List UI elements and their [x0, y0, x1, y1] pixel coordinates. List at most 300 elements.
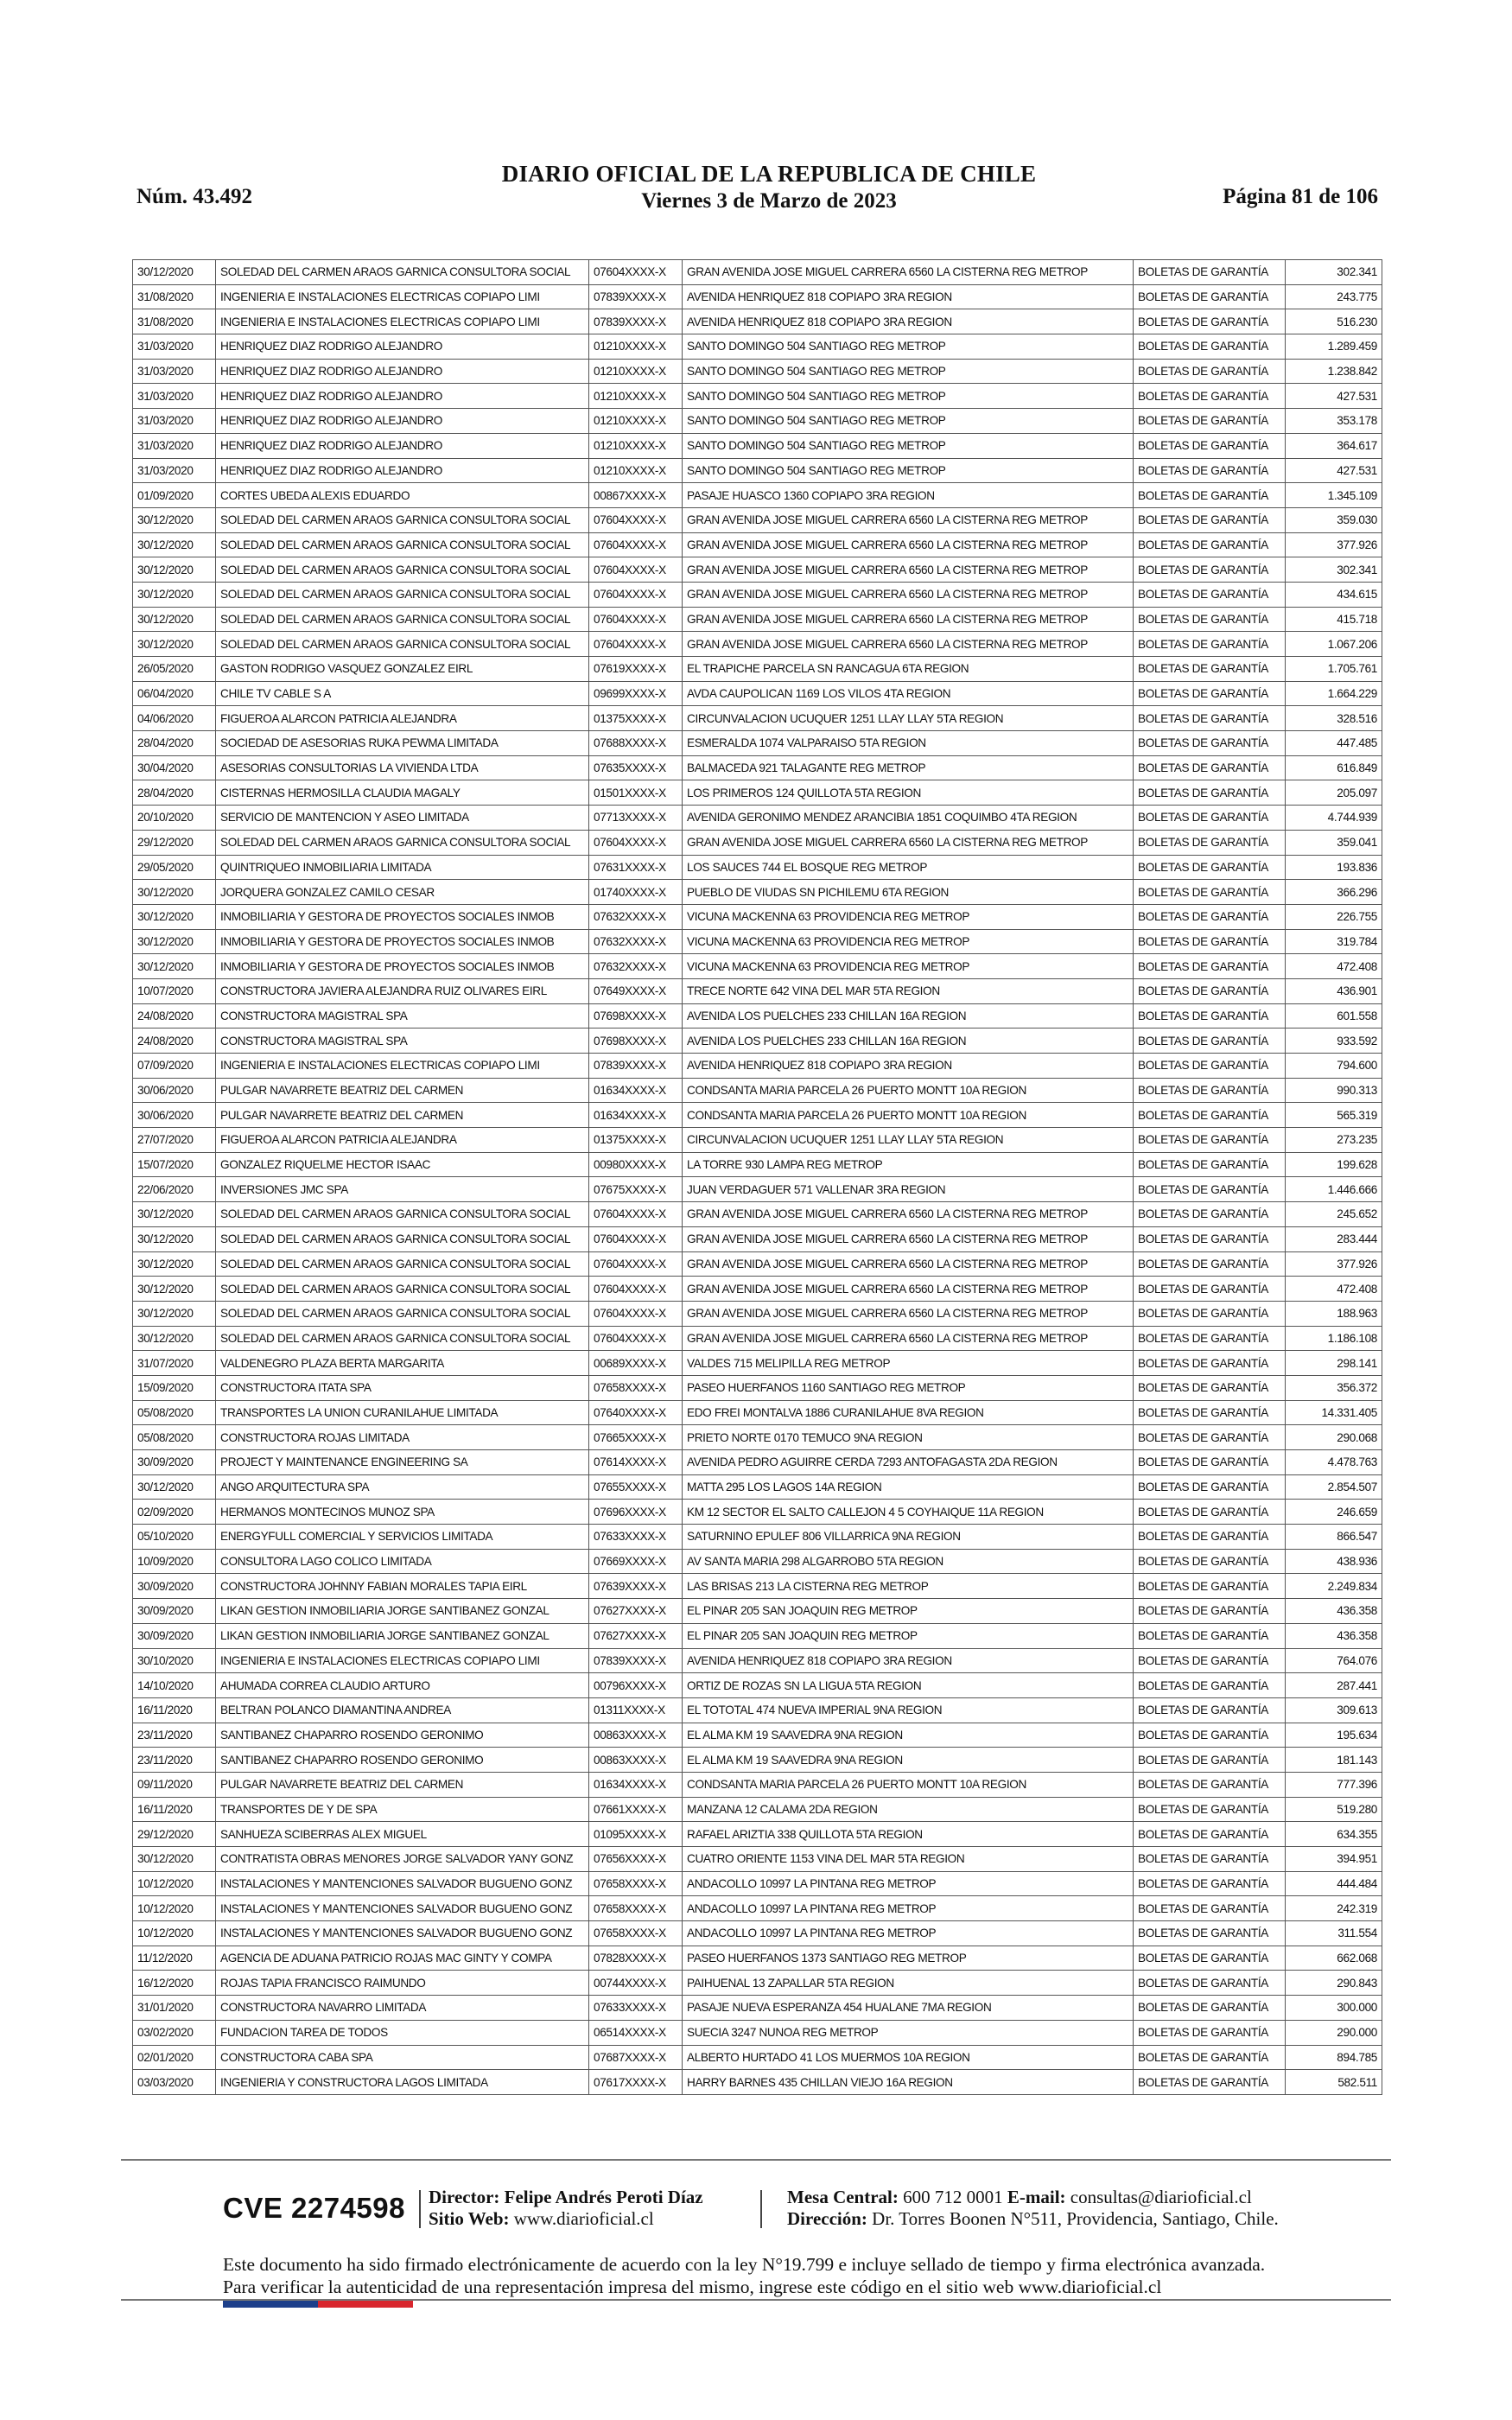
website-link[interactable]: www.diarioficial.cl	[513, 2208, 654, 2229]
cell-type: BOLETAS DE GARANTÍA	[1134, 2045, 1286, 2070]
cell-date: 10/09/2020	[133, 1549, 216, 1574]
cell-rut: 07604XXXX-X	[589, 532, 683, 557]
cell-type: BOLETAS DE GARANTÍA	[1134, 1152, 1286, 1177]
cell-type: BOLETAS DE GARANTÍA	[1134, 755, 1286, 780]
phone-label: Mesa Central:	[787, 2187, 899, 2207]
cell-type: BOLETAS DE GARANTÍA	[1134, 1871, 1286, 1896]
cell-date: 16/11/2020	[133, 1797, 216, 1822]
cell-name: JORQUERA GONZALEZ CAMILO CESAR	[216, 880, 589, 905]
cell-amount: 242.319	[1286, 1896, 1382, 1921]
cell-rut: 07617XXXX-X	[589, 2070, 683, 2095]
table-row	[133, 582, 1382, 607]
cell-amount: 246.659	[1286, 1500, 1382, 1525]
table-row	[133, 706, 1382, 731]
table-row	[133, 284, 1382, 309]
cell-date: 30/12/2020	[133, 904, 216, 929]
cell-date: 30/12/2020	[133, 632, 216, 657]
table-row	[133, 1251, 1382, 1277]
cell-address: MATTA 295 LOS LAGOS 14A REGION	[683, 1474, 1134, 1500]
cell-amount: 616.849	[1286, 755, 1382, 780]
cell-address: GRAN AVENIDA JOSE MIGUEL CARRERA 6560 LA CISTERNA REG METROP	[683, 1202, 1134, 1227]
cell-type: BOLETAS DE GARANTÍA	[1134, 1946, 1286, 1971]
cell-date: 31/08/2020	[133, 284, 216, 309]
cell-name: SOLEDAD DEL CARMEN ARAOS GARNICA CONSULTORA SOCIAL	[216, 830, 589, 855]
cell-rut: 00863XXXX-X	[589, 1748, 683, 1773]
cell-address: GRAN AVENIDA JOSE MIGUEL CARRERA 6560 LA CISTERNA REG METROP	[683, 260, 1134, 285]
cell-type: BOLETAS DE GARANTÍA	[1134, 1425, 1286, 1450]
cell-amount: 353.178	[1286, 409, 1382, 434]
cell-date: 30/12/2020	[133, 607, 216, 632]
cell-address: GRAN AVENIDA JOSE MIGUEL CARRERA 6560 LA CISTERNA REG METROP	[683, 1326, 1134, 1351]
table-row	[133, 830, 1382, 855]
cell-address: CIRCUNVALACION UCUQUER 1251 LLAY LLAY 5TA REGION	[683, 1128, 1134, 1153]
cell-amount: 394.951	[1286, 1847, 1382, 1872]
table-row	[133, 359, 1382, 384]
cell-address: AVDA CAUPOLICAN 1169 LOS VILOS 4TA REGION	[683, 681, 1134, 706]
cell-address: PASEO HUERFANOS 1160 SANTIAGO REG METROP	[683, 1375, 1134, 1400]
cell-name: CORTES UBEDA ALEXIS EDUARDO	[216, 483, 589, 508]
cell-address: SANTO DOMINGO 504 SANTIAGO REG METROP	[683, 458, 1134, 483]
cell-address: PUEBLO DE VIUDAS SN PICHILEMU 6TA REGION	[683, 880, 1134, 905]
cell-rut: 00796XXXX-X	[589, 1673, 683, 1698]
cell-address: AVENIDA HENRIQUEZ 818 COPIAPO 3RA REGION	[683, 284, 1134, 309]
cell-amount: 472.408	[1286, 1277, 1382, 1302]
cell-name: CONSTRUCTORA CABA SPA	[216, 2045, 589, 2070]
cell-amount: 601.558	[1286, 1003, 1382, 1028]
cell-rut: 07839XXXX-X	[589, 1054, 683, 1079]
cell-rut: 07698XXXX-X	[589, 1028, 683, 1054]
cell-name: AGENCIA DE ADUANA PATRICIO ROJAS MAC GINTY Y COMPA	[216, 1946, 589, 1971]
table-row	[133, 1971, 1382, 1996]
cell-name: SOLEDAD DEL CARMEN ARAOS GARNICA CONSULTORA SOCIAL	[216, 532, 589, 557]
cell-address: HARRY BARNES 435 CHILLAN VIEJO 16A REGION	[683, 2070, 1134, 2095]
cell-name: SOLEDAD DEL CARMEN ARAOS GARNICA CONSULTORA SOCIAL	[216, 1251, 589, 1277]
table-row	[133, 532, 1382, 557]
cell-type: BOLETAS DE GARANTÍA	[1134, 632, 1286, 657]
cell-type: BOLETAS DE GARANTÍA	[1134, 607, 1286, 632]
cell-address: PASAJE HUASCO 1360 COPIAPO 3RA REGION	[683, 483, 1134, 508]
cell-type: BOLETAS DE GARANTÍA	[1134, 929, 1286, 954]
cell-date: 05/10/2020	[133, 1525, 216, 1550]
cell-amount: 436.901	[1286, 978, 1382, 1003]
cell-address: LOS PRIMEROS 124 QUILLOTA 5TA REGION	[683, 780, 1134, 806]
cell-type: BOLETAS DE GARANTÍA	[1134, 458, 1286, 483]
cell-address: SANTO DOMINGO 504 SANTIAGO REG METROP	[683, 384, 1134, 409]
cell-amount: 794.600	[1286, 1054, 1382, 1079]
cell-amount: 287.441	[1286, 1673, 1382, 1698]
cell-type: BOLETAS DE GARANTÍA	[1134, 507, 1286, 532]
cell-type: BOLETAS DE GARANTÍA	[1134, 855, 1286, 880]
cell-type: BOLETAS DE GARANTÍA	[1134, 1847, 1286, 1872]
cell-date: 30/12/2020	[133, 929, 216, 954]
cell-type: BOLETAS DE GARANTÍA	[1134, 1351, 1286, 1376]
cell-date: 30/12/2020	[133, 1251, 216, 1277]
cell-rut: 07828XXXX-X	[589, 1946, 683, 1971]
cell-rut: 07839XXXX-X	[589, 284, 683, 309]
phone-number: 600 712 0001	[903, 2187, 1003, 2207]
cell-amount: 359.030	[1286, 507, 1382, 532]
cell-amount: 181.143	[1286, 1748, 1382, 1773]
table-row	[133, 409, 1382, 434]
table-row	[133, 1326, 1382, 1351]
table-row	[133, 1301, 1382, 1326]
cell-type: BOLETAS DE GARANTÍA	[1134, 954, 1286, 979]
cell-rut: 07604XXXX-X	[589, 260, 683, 285]
cell-date: 26/05/2020	[133, 657, 216, 682]
cell-rut: 07604XXXX-X	[589, 582, 683, 607]
cell-name: INGENIERIA Y CONSTRUCTORA LAGOS LIMITADA	[216, 2070, 589, 2095]
cell-date: 29/12/2020	[133, 830, 216, 855]
cell-type: BOLETAS DE GARANTÍA	[1134, 1202, 1286, 1227]
cell-name: VALDENEGRO PLAZA BERTA MARGARITA	[216, 1351, 589, 1376]
cell-address: EL ALMA KM 19 SAAVEDRA 9NA REGION	[683, 1748, 1134, 1773]
cell-name: LIKAN GESTION INMOBILIARIA JORGE SANTIBANEZ GONZAL	[216, 1623, 589, 1648]
cell-rut: 01375XXXX-X	[589, 706, 683, 731]
cell-address: PRIETO NORTE 0170 TEMUCO 9NA REGION	[683, 1425, 1134, 1450]
cell-type: BOLETAS DE GARANTÍA	[1134, 806, 1286, 831]
cell-type: BOLETAS DE GARANTÍA	[1134, 532, 1286, 557]
cell-type: BOLETAS DE GARANTÍA	[1134, 880, 1286, 905]
cell-name: FIGUEROA ALARCON PATRICIA ALEJANDRA	[216, 706, 589, 731]
cell-date: 14/10/2020	[133, 1673, 216, 1698]
cell-address: CONDSANTA MARIA PARCELA 26 PUERTO MONTT 10A REGION	[683, 1078, 1134, 1103]
cell-address: AVENIDA LOS PUELCHES 233 CHILLAN 16A REGION	[683, 1028, 1134, 1054]
cell-amount: 764.076	[1286, 1648, 1382, 1673]
table-row	[133, 1748, 1382, 1773]
cell-amount: 1.186.108	[1286, 1326, 1382, 1351]
table-row	[133, 1351, 1382, 1376]
cell-name: CHILE TV CABLE S A	[216, 681, 589, 706]
table-row	[133, 632, 1382, 657]
cell-type: BOLETAS DE GARANTÍA	[1134, 1028, 1286, 1054]
cell-name: SOCIEDAD DE ASESORIAS RUKA PEWMA LIMITADA	[216, 731, 589, 756]
cell-amount: 634.355	[1286, 1822, 1382, 1847]
cell-address: CONDSANTA MARIA PARCELA 26 PUERTO MONTT 10A REGION	[683, 1103, 1134, 1128]
cell-rut: 07619XXXX-X	[589, 657, 683, 682]
cell-type: BOLETAS DE GARANTÍA	[1134, 657, 1286, 682]
cell-name: SOLEDAD DEL CARMEN ARAOS GARNICA CONSULTORA SOCIAL	[216, 557, 589, 583]
cell-rut: 07604XXXX-X	[589, 557, 683, 583]
cell-type: BOLETAS DE GARANTÍA	[1134, 1599, 1286, 1624]
masthead	[432, 161, 1106, 213]
footer-editorial	[429, 2187, 703, 2230]
cell-amount: 447.485	[1286, 731, 1382, 756]
cell-amount: 302.341	[1286, 557, 1382, 583]
cell-rut: 07604XXXX-X	[589, 1326, 683, 1351]
table-row	[133, 1103, 1382, 1128]
cell-amount: 436.358	[1286, 1599, 1382, 1624]
table-row	[133, 2045, 1382, 2070]
cell-date: 15/09/2020	[133, 1375, 216, 1400]
cell-date: 29/12/2020	[133, 1822, 216, 1847]
cell-date: 31/03/2020	[133, 458, 216, 483]
cell-type: BOLETAS DE GARANTÍA	[1134, 1375, 1286, 1400]
cell-date: 31/03/2020	[133, 409, 216, 434]
cell-name: CONSTRUCTORA MAGISTRAL SPA	[216, 1003, 589, 1028]
cell-type: BOLETAS DE GARANTÍA	[1134, 1648, 1286, 1673]
cell-type: BOLETAS DE GARANTÍA	[1134, 409, 1286, 434]
cell-rut: 01210XXXX-X	[589, 359, 683, 384]
cell-address: MANZANA 12 CALAMA 2DA REGION	[683, 1797, 1134, 1822]
cell-rut: 07669XXXX-X	[589, 1549, 683, 1574]
cell-type: BOLETAS DE GARANTÍA	[1134, 1054, 1286, 1079]
cell-date: 30/12/2020	[133, 880, 216, 905]
cell-date: 30/12/2020	[133, 1277, 216, 1302]
cell-type: BOLETAS DE GARANTÍA	[1134, 1525, 1286, 1550]
footer-separator	[760, 2190, 762, 2228]
cell-name: AHUMADA CORREA CLAUDIO ARTURO	[216, 1673, 589, 1698]
cell-name: SOLEDAD DEL CARMEN ARAOS GARNICA CONSULTORA SOCIAL	[216, 632, 589, 657]
cell-rut: 07839XXXX-X	[589, 1648, 683, 1673]
cell-type: BOLETAS DE GARANTÍA	[1134, 1697, 1286, 1723]
cell-type: BOLETAS DE GARANTÍA	[1134, 731, 1286, 756]
cell-type: BOLETAS DE GARANTÍA	[1134, 1326, 1286, 1351]
cell-amount: 582.511	[1286, 2070, 1382, 2095]
email-link[interactable]: consultas@diarioficial.cl	[1070, 2187, 1252, 2207]
cell-name: CONSTRUCTORA ROJAS LIMITADA	[216, 1425, 589, 1450]
cell-amount: 311.554	[1286, 1921, 1382, 1946]
cell-rut: 07632XXXX-X	[589, 929, 683, 954]
table-row	[133, 1847, 1382, 1872]
cell-date: 30/10/2020	[133, 1648, 216, 1673]
cell-address: JUAN VERDAGUER 571 VALLENAR 3RA REGION	[683, 1177, 1134, 1202]
cell-address: AV SANTA MARIA 298 ALGARROBO 5TA REGION	[683, 1549, 1134, 1574]
cell-name: SOLEDAD DEL CARMEN ARAOS GARNICA CONSULTORA SOCIAL	[216, 1301, 589, 1326]
cell-date: 30/12/2020	[133, 1226, 216, 1251]
table-row	[133, 384, 1382, 409]
cell-rut: 00744XXXX-X	[589, 1971, 683, 1996]
cell-name: CONTRATISTA OBRAS MENORES JORGE SALVADOR YANY GONZ	[216, 1847, 589, 1872]
cell-rut: 07658XXXX-X	[589, 1871, 683, 1896]
table-row	[133, 1003, 1382, 1028]
cell-type: BOLETAS DE GARANTÍA	[1134, 978, 1286, 1003]
cell-type: BOLETAS DE GARANTÍA	[1134, 1400, 1286, 1425]
cell-address: ESMERALDA 1074 VALPARAISO 5TA REGION	[683, 731, 1134, 756]
table-row	[133, 806, 1382, 831]
email-label: E-mail:	[1007, 2187, 1066, 2207]
table-row	[133, 1525, 1382, 1550]
cell-rut: 07649XXXX-X	[589, 978, 683, 1003]
cell-address: BALMACEDA 921 TALAGANTE REG METROP	[683, 755, 1134, 780]
cell-rut: 07604XXXX-X	[589, 632, 683, 657]
publication-title: DIARIO OFICIAL DE LA REPUBLICA DE CHILE	[501, 161, 1037, 187]
cell-name: QUINTRIQUEO INMOBILIARIA LIMITADA	[216, 855, 589, 880]
cell-amount: 290.843	[1286, 1971, 1382, 1996]
cell-type: BOLETAS DE GARANTÍA	[1134, 1921, 1286, 1946]
table-row	[133, 1128, 1382, 1153]
cell-type: BOLETAS DE GARANTÍA	[1134, 359, 1286, 384]
cell-date: 30/12/2020	[133, 260, 216, 285]
cell-address: CONDSANTA MARIA PARCELA 26 PUERTO MONTT 10A REGION	[683, 1772, 1134, 1797]
cell-rut: 07633XXXX-X	[589, 1996, 683, 2021]
cell-name: ANGO ARQUITECTURA SPA	[216, 1474, 589, 1500]
cell-amount: 438.936	[1286, 1549, 1382, 1574]
website-label: Sitio Web:	[429, 2208, 510, 2229]
cell-type: BOLETAS DE GARANTÍA	[1134, 260, 1286, 285]
cell-name: INGENIERIA E INSTALACIONES ELECTRICAS COPIAPO LIMI	[216, 1648, 589, 1673]
cell-date: 30/12/2020	[133, 557, 216, 583]
cell-address: GRAN AVENIDA JOSE MIGUEL CARRERA 6560 LA CISTERNA REG METROP	[683, 1301, 1134, 1326]
cell-type: BOLETAS DE GARANTÍA	[1134, 1103, 1286, 1128]
cell-name: CONSULTORA LAGO COLICO LIMITADA	[216, 1549, 589, 1574]
cell-rut: 01210XXXX-X	[589, 409, 683, 434]
table-row	[133, 1152, 1382, 1177]
cell-rut: 07604XXXX-X	[589, 1202, 683, 1227]
cell-date: 30/09/2020	[133, 1599, 216, 1624]
cell-address: GRAN AVENIDA JOSE MIGUEL CARRERA 6560 LA CISTERNA REG METROP	[683, 1251, 1134, 1277]
cell-name: INGENIERIA E INSTALACIONES ELECTRICAS COPIAPO LIMI	[216, 284, 589, 309]
table-body	[133, 260, 1382, 2095]
cell-name: SANHUEZA SCIBERRAS ALEX MIGUEL	[216, 1822, 589, 1847]
guarantee-table-container	[132, 259, 1382, 2095]
table-row	[133, 1574, 1382, 1599]
cell-amount: 933.592	[1286, 1028, 1382, 1054]
table-row	[133, 1028, 1382, 1054]
cell-date: 30/09/2020	[133, 1450, 216, 1475]
cell-amount: 290.068	[1286, 1425, 1382, 1450]
table-row	[133, 458, 1382, 483]
cell-name: SOLEDAD DEL CARMEN ARAOS GARNICA CONSULTORA SOCIAL	[216, 1277, 589, 1302]
cell-type: BOLETAS DE GARANTÍA	[1134, 334, 1286, 360]
cell-address: EL TOTOTAL 474 NUEVA IMPERIAL 9NA REGION	[683, 1697, 1134, 1723]
cell-date: 30/12/2020	[133, 1326, 216, 1351]
cell-date: 05/08/2020	[133, 1425, 216, 1450]
publication-date: Viernes 3 de Marzo de 2023	[641, 189, 897, 213]
cell-name: INGENIERIA E INSTALACIONES ELECTRICAS COPIAPO LIMI	[216, 1054, 589, 1079]
cell-address: RAFAEL ARIZTIA 338 QUILLOTA 5TA REGION	[683, 1822, 1134, 1847]
cell-rut: 00863XXXX-X	[589, 1723, 683, 1748]
cell-name: HENRIQUEZ DIAZ RODRIGO ALEJANDRO	[216, 433, 589, 458]
cell-rut: 01634XXXX-X	[589, 1078, 683, 1103]
cell-address: VICUNA MACKENNA 63 PROVIDENCIA REG METROP	[683, 954, 1134, 979]
cell-amount: 195.634	[1286, 1723, 1382, 1748]
cell-name: HENRIQUEZ DIAZ RODRIGO ALEJANDRO	[216, 359, 589, 384]
cell-name: ASESORIAS CONSULTORIAS LA VIVIENDA LTDA	[216, 755, 589, 780]
cell-date: 02/01/2020	[133, 2045, 216, 2070]
cell-name: SANTIBANEZ CHAPARRO ROSENDO GERONIMO	[216, 1723, 589, 1748]
cell-date: 24/08/2020	[133, 1003, 216, 1028]
table-row	[133, 1054, 1382, 1079]
cell-rut: 07627XXXX-X	[589, 1623, 683, 1648]
cell-name: SOLEDAD DEL CARMEN ARAOS GARNICA CONSULTORA SOCIAL	[216, 507, 589, 532]
cell-name: PULGAR NAVARRETE BEATRIZ DEL CARMEN	[216, 1078, 589, 1103]
cell-amount: 777.396	[1286, 1772, 1382, 1797]
table-row	[133, 731, 1382, 756]
table-row	[133, 1797, 1382, 1822]
table-row	[133, 1177, 1382, 1202]
cell-address: EL PINAR 205 SAN JOAQUIN REG METROP	[683, 1623, 1134, 1648]
table-row	[133, 657, 1382, 682]
cell-address: ANDACOLLO 10997 LA PINTANA REG METROP	[683, 1871, 1134, 1896]
guarantee-table	[132, 259, 1382, 2095]
cell-amount: 565.319	[1286, 1103, 1382, 1128]
cell-date: 30/09/2020	[133, 1623, 216, 1648]
cell-date: 16/12/2020	[133, 1971, 216, 1996]
cell-address: GRAN AVENIDA JOSE MIGUEL CARRERA 6560 LA CISTERNA REG METROP	[683, 532, 1134, 557]
cell-amount: 283.444	[1286, 1226, 1382, 1251]
address-text: Dr. Torres Boonen N°511, Providencia, Santiago, Chile.	[872, 2208, 1279, 2229]
table-row	[133, 1772, 1382, 1797]
cell-amount: 427.531	[1286, 384, 1382, 409]
cell-name: CONSTRUCTORA NAVARRO LIMITADA	[216, 1996, 589, 2021]
cell-type: BOLETAS DE GARANTÍA	[1134, 830, 1286, 855]
cell-amount: 4.478.763	[1286, 1450, 1382, 1475]
table-row	[133, 1946, 1382, 1971]
cell-amount: 990.313	[1286, 1078, 1382, 1103]
table-row	[133, 1400, 1382, 1425]
cell-rut: 06514XXXX-X	[589, 2020, 683, 2045]
cell-name: CISTERNAS HERMOSILLA CLAUDIA MAGALY	[216, 780, 589, 806]
cell-name: HENRIQUEZ DIAZ RODRIGO ALEJANDRO	[216, 334, 589, 360]
cell-name: INVERSIONES JMC SPA	[216, 1177, 589, 1202]
cell-amount: 199.628	[1286, 1152, 1382, 1177]
cell-name: HENRIQUEZ DIAZ RODRIGO ALEJANDRO	[216, 384, 589, 409]
cell-amount: 359.041	[1286, 830, 1382, 855]
cell-name: SERVICIO DE MANTENCION Y ASEO LIMITADA	[216, 806, 589, 831]
cell-date: 01/09/2020	[133, 483, 216, 508]
cell-address: GRAN AVENIDA JOSE MIGUEL CARRERA 6560 LA CISTERNA REG METROP	[683, 557, 1134, 583]
cell-rut: 07604XXXX-X	[589, 1226, 683, 1251]
flag-stripe-red	[318, 2301, 413, 2308]
cell-date: 04/06/2020	[133, 706, 216, 731]
cell-amount: 427.531	[1286, 458, 1382, 483]
cell-amount: 2.854.507	[1286, 1474, 1382, 1500]
cell-amount: 366.296	[1286, 880, 1382, 905]
cell-rut: 01311XXXX-X	[589, 1697, 683, 1723]
table-row	[133, 1921, 1382, 1946]
cell-rut: 01501XXXX-X	[589, 780, 683, 806]
cell-address: GRAN AVENIDA JOSE MIGUEL CARRERA 6560 LA CISTERNA REG METROP	[683, 1277, 1134, 1302]
cell-amount: 866.547	[1286, 1525, 1382, 1550]
table-row	[133, 2020, 1382, 2045]
cell-type: BOLETAS DE GARANTÍA	[1134, 1971, 1286, 1996]
table-row	[133, 880, 1382, 905]
cell-date: 10/12/2020	[133, 1896, 216, 1921]
cell-rut: 07640XXXX-X	[589, 1400, 683, 1425]
cell-date: 20/10/2020	[133, 806, 216, 831]
cell-amount: 319.784	[1286, 929, 1382, 954]
table-row	[133, 755, 1382, 780]
cell-rut: 07631XXXX-X	[589, 855, 683, 880]
cell-address: GRAN AVENIDA JOSE MIGUEL CARRERA 6560 LA CISTERNA REG METROP	[683, 632, 1134, 657]
table-row	[133, 1500, 1382, 1525]
cell-address: ANDACOLLO 10997 LA PINTANA REG METROP	[683, 1896, 1134, 1921]
table-row	[133, 1996, 1382, 2021]
cell-name: INSTALACIONES Y MANTENCIONES SALVADOR BUGUENO GONZ	[216, 1896, 589, 1921]
cell-address: TRECE NORTE 642 VINA DEL MAR 5TA REGION	[683, 978, 1134, 1003]
cell-name: HERMANOS MONTECINOS MUNOZ SPA	[216, 1500, 589, 1525]
cell-name: CONSTRUCTORA ITATA SPA	[216, 1375, 589, 1400]
cell-rut: 07639XXXX-X	[589, 1574, 683, 1599]
cell-address: SANTO DOMINGO 504 SANTIAGO REG METROP	[683, 409, 1134, 434]
cell-name: PULGAR NAVARRETE BEATRIZ DEL CARMEN	[216, 1772, 589, 1797]
cell-date: 10/12/2020	[133, 1921, 216, 1946]
cell-amount: 434.615	[1286, 582, 1382, 607]
cell-rut: 07604XXXX-X	[589, 830, 683, 855]
table-row	[133, 978, 1382, 1003]
cell-type: BOLETAS DE GARANTÍA	[1134, 1822, 1286, 1847]
cell-type: BOLETAS DE GARANTÍA	[1134, 681, 1286, 706]
table-row	[133, 954, 1382, 979]
cell-name: TRANSPORTES LA UNION CURANILAHUE LIMITADA	[216, 1400, 589, 1425]
table-row	[133, 1202, 1382, 1227]
director-label: Director:	[429, 2187, 500, 2207]
table-row	[133, 433, 1382, 458]
cell-name: SOLEDAD DEL CARMEN ARAOS GARNICA CONSULTORA SOCIAL	[216, 1326, 589, 1351]
table-row	[133, 855, 1382, 880]
table-row	[133, 929, 1382, 954]
cell-date: 31/07/2020	[133, 1351, 216, 1376]
